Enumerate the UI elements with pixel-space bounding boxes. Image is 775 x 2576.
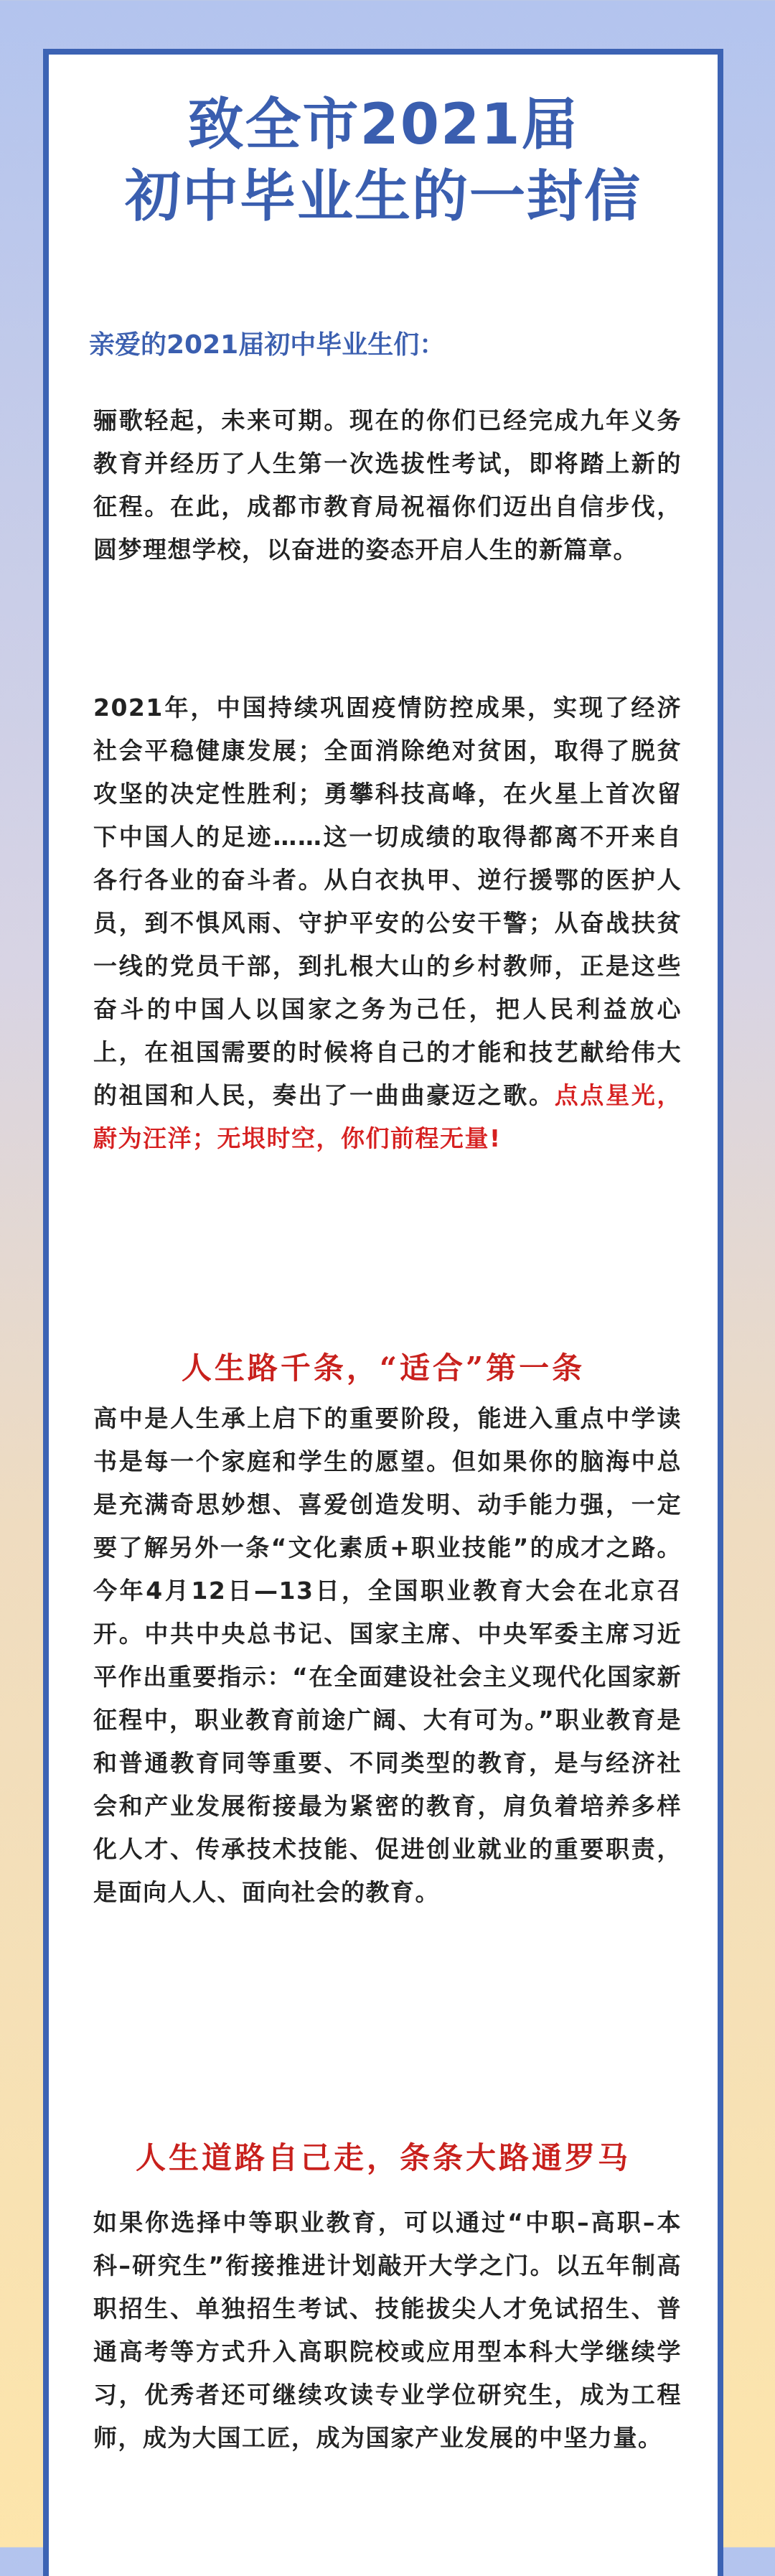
title-line-1: 致全市2021届 — [187, 93, 579, 157]
greeting: 亲爱的2021届初中毕业生们： — [89, 330, 446, 360]
letter-card — [43, 49, 723, 2576]
section-heading-1: 人生路千条，“适合”第一条 — [181, 1350, 586, 1386]
paragraph-1: 骊歌轻起，未来可期。现在的你们已经完成九年义务教育并经历了人生第一次选拔性考试，即将踏上新的征程。在此，成都市教育局祝福你们迈出自信步伐，圆梦理想学校，以奋进的姿态开启人生的新篇章。 — [93, 406, 682, 564]
paragraph-2-highlight: 点点星光，蔚为汪洋；无垠时空，你们前程无量! — [93, 1081, 682, 1152]
letter-title — [49, 89, 718, 233]
paragraph-2-text: 2021年，中国持续巩固疫情防控成果，实现了经济社会平稳健康发展；全面消除绝对贫困，取得了脱贫攻坚的决定性胜利；勇攀科技高峰，在火星上首次留下中国人的足迹……这一切成绩的取得都离不开来自各行各业的奋斗者。从白衣执甲、逆行援鄂的医护人员，到不惧风雨、守护平安的公安干警；从奋战扶贫一线的党员干部，到扎根大山的乡村教师，正是这些奋斗的中国人以国家之务为己任，把人民利益放心上，在祖国需要的时候将自己的才能和技艺献给伟大的祖国和人民，奏出了一曲曲豪迈之歌。 — [93, 694, 682, 1109]
paragraph-2 — [93, 686, 682, 1160]
section-heading-2: 人生道路自己走，条条大路通罗马 — [135, 2140, 631, 2175]
paragraph-3: 高中是人生承上启下的重要阶段，能进入重点中学读书是每一个家庭和学生的愿望。但如果你的脑海中总是充满奇思妙想、喜爱创造发明、动手能力强，一定要了解另外一条“文化素质+职业技能”的成才之路。今年4月12日—13日，全国职业教育大会在北京召开。中共中央总书记、国家主席、中央军委主席习近平作出重要指示：“在全面建设社会主义现代化国家新征程中，职业教育前途广阔、大有可为。”职业教育是和普通教育同等重要、不同类型的教育，是与经济社会和产业发展衔接最为紧密的教育，肩负着培养多样化人才、传承技术技能、促进创业就业的重要职责，是面向人人、面向社会的教育。 — [93, 1404, 682, 1906]
title-line-2: 初中毕业生的一封信 — [124, 164, 642, 229]
paragraph-4: 如果你选择中等职业教育，可以通过“中职–高职–本科–研究生”衔接推进计划敲开大学之门。以五年制高职招生、单独招生考试、技能拔尖人才免试招生、普通高考等方式升入高职院校或应用型本科大学继续学习，优秀者还可继续攻读专业学位研究生，成为工程师，成为大国工匠，成为国家产业发展的中坚力量。 — [93, 2208, 682, 2452]
